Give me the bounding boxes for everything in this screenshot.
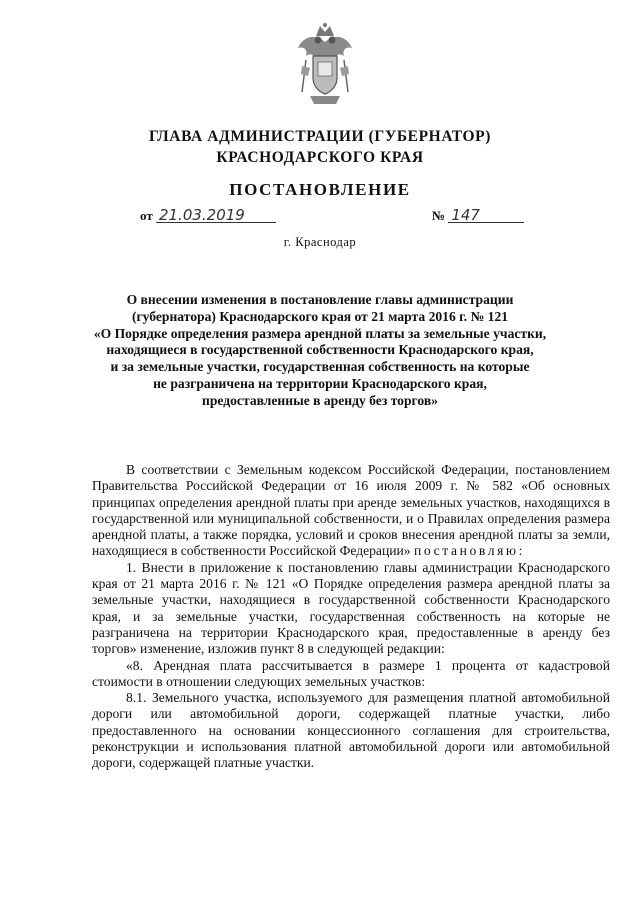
preamble-text: В соответствии с Земельным кодексом Российской Федерации, постановлением Правительства Российской Федерации от 16 июля 2009 г. № 582 «Об основных принципах определения арендной платы при аренде земельных участков, находящихся в государственной или муниципальной собственности, и о Правилах определения размера арендной платы, а также порядка, условий и сроков внесения арендной платы за земли, находящиеся в собственности Российской Федерации» xyxy=(92,462,610,559)
date-value: 21.03.2019 xyxy=(156,208,276,223)
document-body xyxy=(92,462,610,772)
title-line: и за земельные участки, государственная собственность на которые xyxy=(110,359,530,375)
number-prefix: № xyxy=(432,208,446,223)
title-line: О внесении изменения в постановление главы администрации xyxy=(126,292,514,307)
document-date xyxy=(140,208,276,224)
paragraph-8: «8. Арендная плата рассчитывается в размере 1 процента от кадастровой стоимости в отношении следующих земельных участков: xyxy=(92,657,610,689)
paragraph-1: 1. Внести в приложение к постановлению главы администрации Краснодарского края от 21 марта 2016 г. № 121 «О Порядке определения размера арендной платы за земельные участки, находящиеся в государственной собственности Краснодарского края, и за земельные участки, государственная собственность на которые не разграничена на территории Краснодарского края, предоставленные в аренду без торгов» изменение, изложив пункт 8 в следующей редакции: xyxy=(92,559,610,657)
city: г. Краснодар xyxy=(283,235,357,249)
coat-of-arms-emblem xyxy=(296,22,354,108)
title-line: находящиеся в государственной собственности Краснодарского края, xyxy=(106,342,534,358)
date-prefix: от xyxy=(140,208,153,223)
title-line: «О Порядке определения размера арендной платы за земельные участки, xyxy=(93,325,547,341)
title-line: не разграничена на территории Краснодарского края, xyxy=(153,375,487,391)
issuing-authority xyxy=(0,126,640,168)
paragraph-8-1: 8.1. Земельного участка, используемого для размещения платной автомобильной дороги или автомобильной дороги, содержащей платные участки, либо предоставленного на основании концессионного соглашения для строительства, реконструкции и использования платной автомобильной дороги или автомобильной дороги, содержащей платные участки. xyxy=(92,690,610,771)
document-title xyxy=(90,292,550,410)
title-line: предоставленные в аренду без торгов» xyxy=(202,392,438,408)
decree-word: постановляю: xyxy=(414,543,526,559)
document-type: ПОСТАНОВЛЕНИЕ xyxy=(229,180,411,199)
authority-line-2: КРАСНОДАРСКОГО КРАЯ xyxy=(216,149,424,166)
number-value: 147 xyxy=(448,208,524,223)
document-number xyxy=(432,208,524,224)
paragraph-preamble xyxy=(92,462,610,560)
authority-line-1: ГЛАВА АДМИНИСТРАЦИИ (ГУБЕРНАТОР) xyxy=(149,128,491,145)
title-line: (губернатора) Краснодарского края от 21 марта 2016 г. № 121 xyxy=(131,308,509,324)
